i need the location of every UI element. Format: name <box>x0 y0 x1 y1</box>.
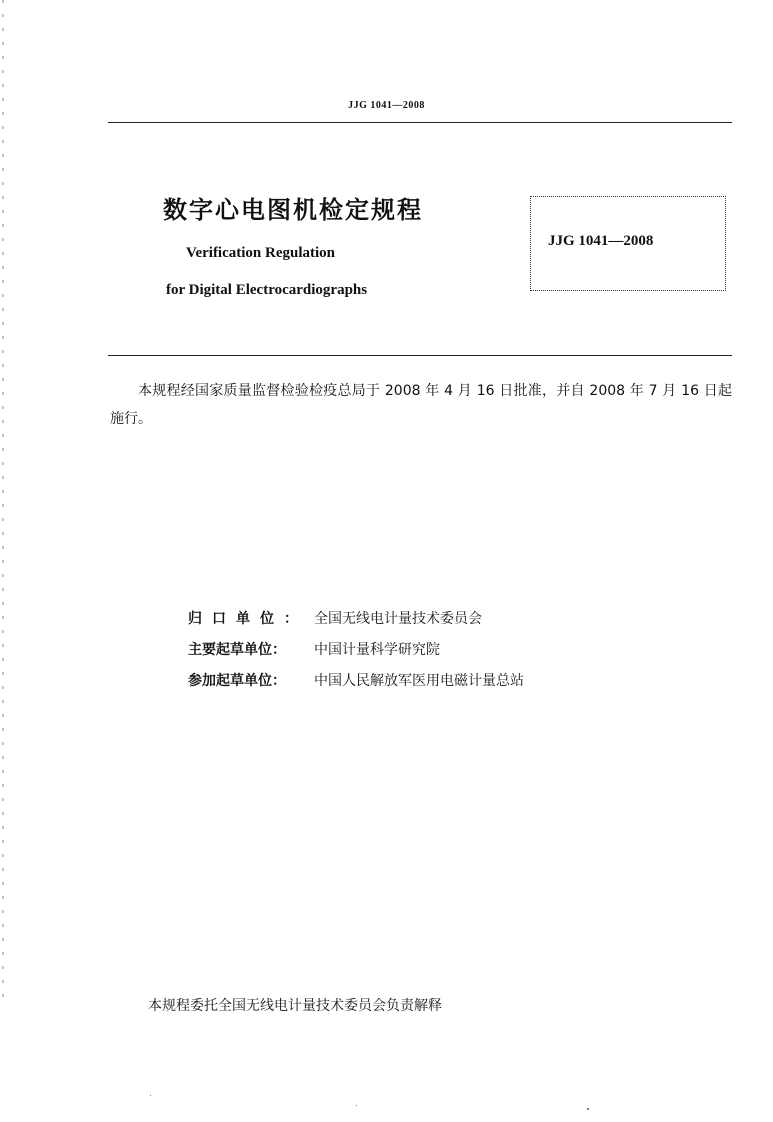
header-rule <box>108 122 732 123</box>
scan-speck <box>356 1105 357 1106</box>
title-rule <box>108 355 732 356</box>
title-english-line1: Verification Regulation <box>186 245 336 261</box>
unit-value-participating: 中国人民解放军医用电磁计量总站 <box>314 673 524 689</box>
unit-label-participating: 参加起草单位： <box>188 673 286 689</box>
unit-value-main-drafting: 中国计量科学研究院 <box>314 642 440 658</box>
scan-speck <box>150 1095 151 1096</box>
units-list <box>188 604 524 697</box>
title-chinese: 数字心电图机检定规程 <box>163 196 423 224</box>
approval-statement: 本规程经国家质量监督检验检疫总局于 2008 年 4 月 16 日批准，并自 2008 年 7 月 16 日起施行。 <box>110 383 732 427</box>
scan-edge-artifact <box>2 0 4 1000</box>
unit-label-responsible: 归口单位： <box>188 611 308 627</box>
title-english-line2: for Digital Electrocardiographs <box>166 282 368 298</box>
unit-row-responsible <box>188 604 524 635</box>
regulation-code: JJG 1041—2008 <box>548 233 654 249</box>
scan-speck <box>587 1108 589 1110</box>
interpretation-statement: 本规程委托全国无线电计量技术委员会负责解释 <box>148 998 442 1014</box>
unit-label-main-drafting: 主要起草单位： <box>188 642 286 658</box>
running-header-code: JJG 1041—2008 <box>348 100 425 111</box>
unit-value-responsible: 全国无线电计量技术委员会 <box>314 611 482 627</box>
unit-row-main-drafting <box>188 635 524 666</box>
unit-row-participating <box>188 666 524 697</box>
